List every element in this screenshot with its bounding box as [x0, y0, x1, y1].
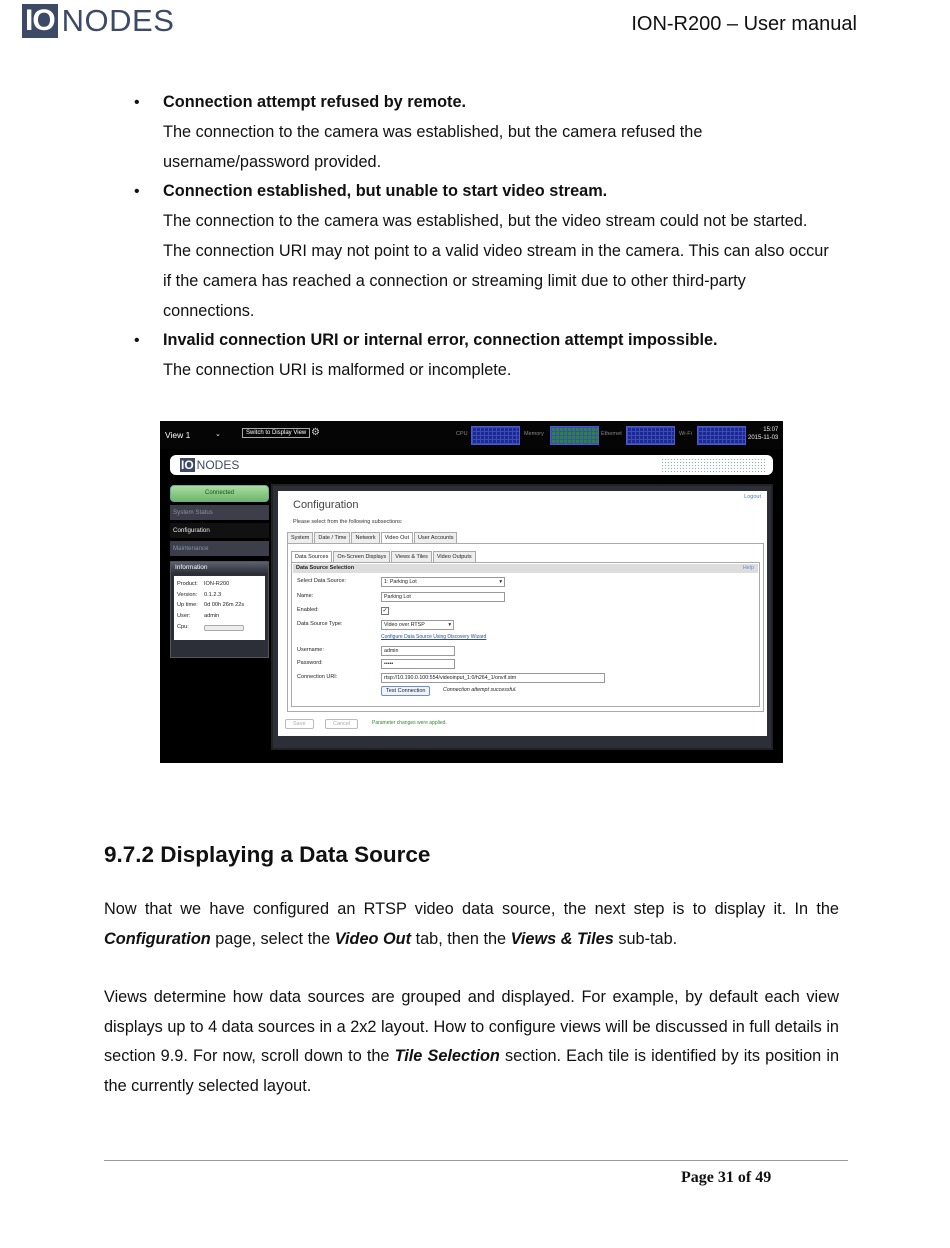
- info-value: ION-R200: [204, 581, 230, 587]
- name-input[interactable]: Parking Lot: [381, 592, 505, 602]
- emphasis-configuration: Configuration: [104, 929, 211, 948]
- sidebar-item-maintenance[interactable]: Maintenance: [170, 541, 269, 556]
- info-row: [177, 579, 262, 590]
- info-row: [177, 590, 262, 601]
- configuration-panel: [278, 491, 767, 736]
- enabled-label: Enabled:: [297, 607, 319, 613]
- text-run: section. Each tile is identified by its position in the currently selected layout.: [104, 1047, 840, 1095]
- bullet-heading: • Invalid connection URI or internal error, connection attempt impossible.: [163, 331, 718, 350]
- emphasis-tile-selection: Tile Selection: [394, 1047, 500, 1066]
- info-key: Up time:: [177, 602, 198, 609]
- info-value: admin: [204, 613, 220, 620]
- test-result-message: Connection attempt successful.: [443, 687, 517, 693]
- paragraph-display-source: [104, 895, 839, 954]
- data-source-select-value: 1: Parking Lot: [384, 579, 417, 585]
- logo-nodes: NODES: [196, 458, 240, 472]
- dropdown-arrow-icon: ▾: [448, 622, 451, 628]
- text-run: tab, then the: [415, 929, 507, 948]
- configuration-screenshot: [160, 421, 783, 763]
- paragraph-views: [104, 983, 839, 1101]
- text-run: Now that we have configured an RTSP video data source, the next step is to display it. In the: [104, 900, 839, 918]
- data-sources-pane: [291, 562, 760, 707]
- wifi-graph: [697, 426, 746, 445]
- ionodes-logo: [180, 458, 239, 472]
- text-run: sub-tab.: [618, 929, 678, 948]
- top-bar: [160, 421, 783, 449]
- info-key: User:: [177, 613, 191, 620]
- chevron-down-icon[interactable]: ⌄: [215, 431, 221, 438]
- memory-graph: [550, 426, 599, 445]
- info-value: 0d 00h 26m 22s: [204, 602, 245, 609]
- info-row: [177, 622, 262, 633]
- applied-message: Parameter changes were applied.: [372, 720, 447, 726]
- tab-date-time[interactable]: Date / Time: [314, 532, 350, 543]
- config-tabs: [287, 532, 458, 543]
- enabled-checkbox[interactable]: ✓: [382, 608, 388, 614]
- uri-label: Connection URI:: [297, 674, 338, 680]
- sidebar-item-system-status[interactable]: System Status: [170, 505, 269, 520]
- bullet-body: The connection to the camera was established, but the camera refused the username/password provided.: [163, 122, 703, 171]
- page-number: Page 31 of 49: [681, 1169, 772, 1186]
- info-row: [177, 600, 262, 611]
- information-title: Information: [171, 562, 268, 574]
- clock-time: 15:07: [763, 427, 779, 433]
- information-body: [174, 576, 265, 640]
- list-item: [134, 326, 834, 386]
- cpu-graph: [471, 426, 520, 445]
- info-key: Version:: [177, 591, 198, 598]
- bullet-heading: • Connection established, but unable to start video stream.: [163, 182, 608, 201]
- tab-views-tiles[interactable]: Views & Tiles: [391, 551, 432, 562]
- tab-video-out[interactable]: Video Out: [381, 532, 413, 543]
- source-type-select-value: Video over RTSP: [384, 622, 425, 628]
- type-label: Data Source Type:: [297, 621, 343, 627]
- sidebar: [170, 485, 269, 658]
- text-run: Views determine how data sources are grouped and displayed. For example, by default each view displays up to 4 data sources in a 2x2 layout. How to configure views will be discussed in full details in section 9.9. For now, scroll down to the: [104, 988, 839, 1066]
- memory-label: Memory: [524, 431, 544, 437]
- footer-divider: [104, 1160, 848, 1161]
- video-out-pane: [287, 543, 764, 712]
- info-row: [177, 611, 262, 622]
- ethernet-label: Ethernet: [601, 431, 622, 437]
- brand-bar: [170, 455, 773, 475]
- text-run: page, select the: [215, 929, 331, 948]
- select-source-label: Select Data Source:: [297, 578, 346, 584]
- password-input[interactable]: •••••: [381, 659, 455, 669]
- main-area: [271, 484, 773, 750]
- password-label: Password:: [297, 660, 323, 666]
- info-value: 0.1.2.3: [204, 591, 222, 598]
- ethernet-graph: [626, 426, 675, 445]
- tab-network[interactable]: Network: [351, 532, 379, 543]
- discovery-wizard-link[interactable]: Configure Data Source Using Discovery Wizard: [381, 634, 487, 640]
- save-button[interactable]: Save: [285, 719, 314, 729]
- tab-user-accounts[interactable]: User Accounts: [414, 532, 457, 543]
- view-selector[interactable]: View 1: [165, 430, 191, 440]
- wifi-label: Wi-Fi: [679, 431, 692, 437]
- information-panel: [170, 561, 269, 658]
- video-out-subtabs: [291, 551, 477, 562]
- connection-uri-input[interactable]: rtsp://10.190.0.100:554/videoinput_1:0/h264_1/onvif.stm: [381, 673, 605, 683]
- data-source-select[interactable]: [381, 577, 505, 587]
- logo-io: IO: [22, 4, 58, 38]
- section-header: [293, 564, 758, 573]
- logout-link[interactable]: Logout: [744, 494, 761, 500]
- gear-icon[interactable]: ⚙: [311, 427, 320, 438]
- tab-video-outputs[interactable]: Video Outputs: [433, 551, 476, 562]
- switch-to-display-view-button[interactable]: Switch to Display View: [242, 428, 310, 438]
- dropdown-arrow-icon: ▾: [499, 579, 502, 585]
- cpu-label: CPU: [456, 431, 468, 437]
- username-input[interactable]: admin: [381, 646, 455, 656]
- source-type-select[interactable]: [381, 620, 454, 630]
- tab-on-screen-displays[interactable]: On-Screen Displays: [333, 551, 390, 562]
- cpu-usage-bar: [204, 625, 244, 631]
- logo-nodes: NODES: [61, 3, 175, 38]
- info-key: Cpu:: [177, 623, 189, 630]
- bullet-body: The connection URI is malformed or incomplete.: [163, 361, 512, 380]
- clock: [748, 426, 778, 442]
- username-label: Username:: [297, 647, 324, 653]
- status-bullet-list: [134, 88, 834, 386]
- manual-title: ION-R200 – User manual: [631, 13, 857, 35]
- decorative-pattern: [661, 458, 765, 472]
- ionodes-logo: [22, 4, 174, 38]
- emphasis-views-tiles: Views & Tiles: [510, 929, 614, 948]
- list-item: [134, 177, 834, 326]
- help-link[interactable]: Help: [742, 565, 754, 571]
- tab-data-sources[interactable]: Data Sources: [291, 551, 332, 562]
- info-key: Product:: [177, 581, 198, 587]
- sidebar-item-configuration[interactable]: Configuration: [170, 523, 269, 538]
- test-connection-button[interactable]: Test Connection: [381, 686, 430, 696]
- page-title: Configuration: [293, 499, 359, 511]
- page-subtitle: Please select from the following subsections:: [293, 519, 403, 525]
- logo-io: IO: [181, 458, 194, 472]
- name-label: Name:: [297, 593, 314, 599]
- tab-system[interactable]: System: [287, 532, 313, 543]
- list-item: [134, 88, 834, 177]
- section-title: Data Source Selection: [296, 565, 355, 571]
- emphasis-video-out: Video Out: [334, 929, 412, 948]
- cancel-button[interactable]: Cancel: [325, 719, 358, 729]
- clock-date: 2015-11-03: [748, 435, 779, 441]
- bullet-heading: • Connection attempt refused by remote.: [163, 93, 467, 111]
- bullet-body: The connection to the camera was established, but the video stream could not be started. The connection URI may not point to a valid video stream in the camera. This can also occur if the camera has reached a connection or streaming limit due to other third-party connections.: [163, 212, 829, 320]
- section-heading: 9.7.2 Displaying a Data Source: [104, 842, 431, 867]
- connection-status-badge: Connected: [170, 485, 269, 502]
